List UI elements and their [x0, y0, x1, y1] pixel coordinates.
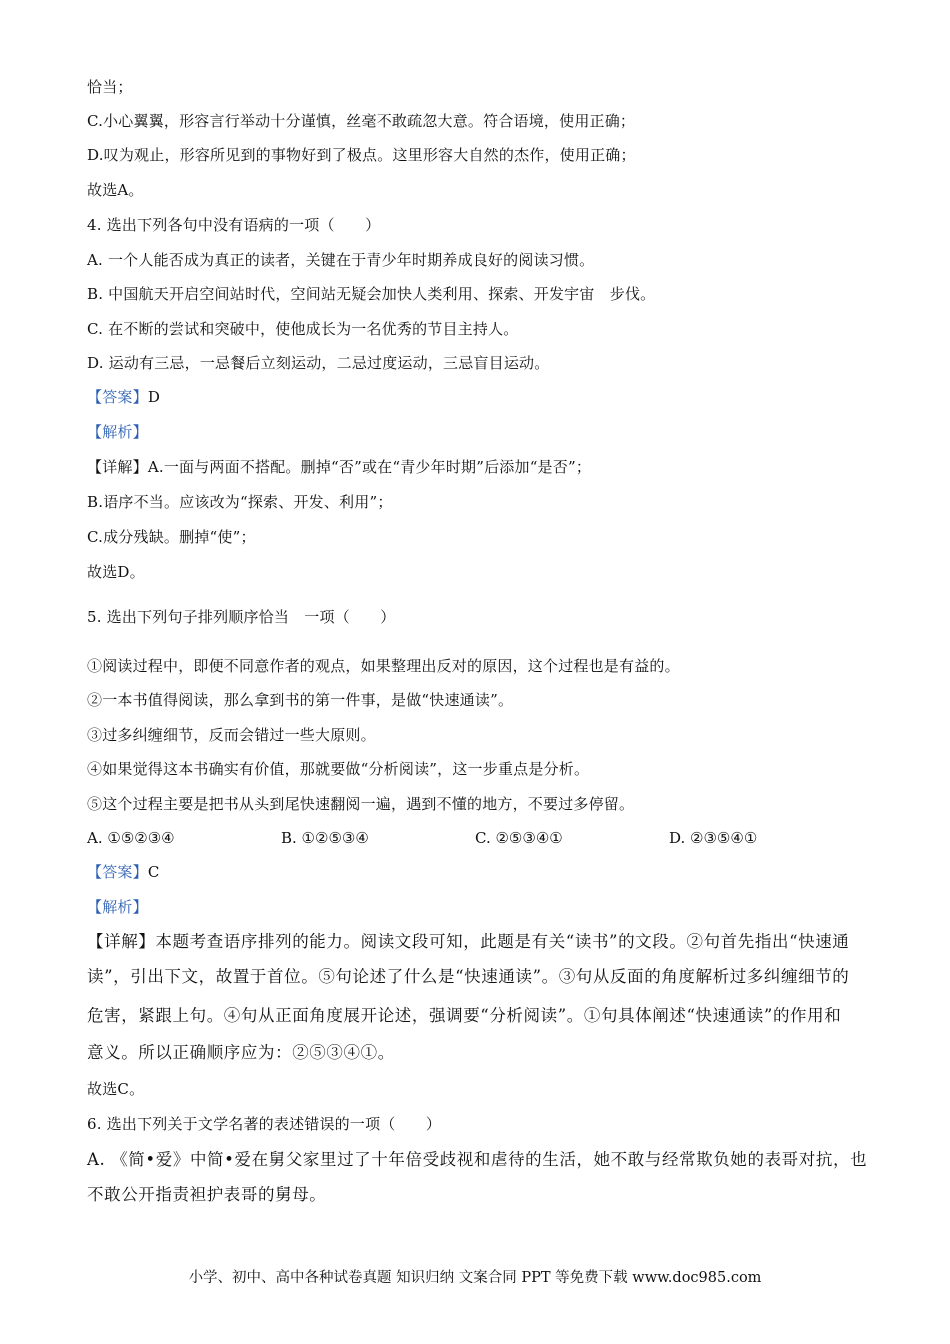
question-4-option-d: D. 运动有三忌，一忌餐后立刻运动，二忌过度运动，三忌盲目运动。: [87, 354, 550, 372]
analysis-tag: 【解析】: [87, 898, 148, 916]
question-4-analysis-tag: [87, 422, 148, 442]
text-line: 故选D。: [87, 563, 145, 581]
analysis-tag: 【解析】: [87, 423, 148, 441]
question-5-conclusion: 故选C。: [87, 1080, 145, 1098]
question-6-option-a: A. 《简•爱》中简•爱在舅父家里过了十年倍受歧视和虐待的生活，她不敢与经常欺负她的表哥对抗，也: [87, 1150, 868, 1169]
text-line: 读”，引出下文，故置于首位。⑤句论述了什么是“快速通读”。③句从反面的角度解析过多纠缠细节的: [87, 967, 850, 986]
text-line: C.小心翼翼，形容言行举动十分谨慎，丝毫不敢疏忽大意。符合语境，使用正确；: [87, 112, 636, 130]
sentence-item: ③过多纠缠细节，反而会错过一些大原则。: [87, 726, 376, 744]
question-6-stem: 6. 选出下列关于文学名著的表述错误的一项（ ）: [87, 1115, 442, 1133]
answer-value: C: [147, 863, 160, 881]
detail-text: 本题考查语序排列的能力。阅读文段可知，此题是有关“读书”的文段。②句首先指出“快速通: [155, 932, 850, 951]
question-5-option-d: D. ②③⑤④①: [669, 829, 758, 847]
sentence-item: ①阅读过程中，即便不同意作者的观点，如果整理出反对的原因，这个过程也是有益的。: [87, 657, 680, 675]
text-line: 恰当；: [87, 78, 133, 96]
answer-value: D: [147, 388, 161, 406]
text-line: D.叹为观止，形容所见到的事物好到了极点。这里形容大自然的杰作，使用正确；: [87, 146, 636, 164]
sentence-item: ④如果觉得这本书确实有价值，那就要做“分析阅读”，这一步重点是分析。: [87, 760, 590, 778]
question-5-answer: [87, 862, 160, 882]
question-5-stem: 5. 选出下列句子排列顺序恰当 一项（ ）: [87, 608, 396, 626]
question-4-detail: [87, 457, 591, 477]
question-5-detail: [87, 932, 849, 952]
detail-tag: 【详解】: [87, 458, 148, 476]
page-footer: 小学、初中、高中各种试卷真题 知识归纳 文案合同 PPT 等免费下载 www.doc985.com: [188, 1270, 762, 1286]
text-line: 不敢公开指责袒护表哥的舅母。: [87, 1185, 327, 1204]
question-5-option-b: B. ①②⑤③④: [281, 829, 369, 847]
question-5-option-c: C. ②⑤③④①: [475, 829, 563, 847]
question-5-option-a: A. ①⑤②③④: [87, 829, 175, 847]
text-line: 故选A。: [87, 181, 144, 199]
question-4-answer: [87, 387, 160, 407]
text-line: 意义。所以正确顺序应为：②⑤③④①。: [87, 1043, 395, 1062]
detail-text: A.一面与两面不搭配。删掉“否”或在“青少年时期”后添加“是否”；: [147, 458, 592, 476]
detail-tag: 【详解】: [87, 932, 156, 951]
sentence-item: ⑤这个过程主要是把书从头到尾快速翻阅一遍，遇到不懂的地方，不要过多停留。: [87, 795, 635, 813]
question-5-analysis-tag: [87, 897, 148, 917]
text-line: B.语序不当。应该改为“探索、开发、利用”；: [87, 493, 393, 511]
question-4-option-b: B. 中国航天开启空间站时代，空间站无疑会加快人类利用、探索、开发宇宙 步伐。: [87, 285, 656, 303]
text-line: 危害，紧跟上句。④句从正面角度展开论述，强调要“分析阅读”。①句具体阐述“快速通读”的作用和: [87, 1006, 842, 1025]
question-4-option-a: A. 一个人能否成为真正的读者，关键在于青少年时期养成良好的阅读习惯。: [87, 251, 595, 269]
sentence-item: ②一本书值得阅读，那么拿到书的第一件事，是做“快速通读”。: [87, 691, 514, 709]
question-4-stem: 4. 选出下列各句中没有语病的一项（ ）: [87, 216, 381, 234]
text-line: C.成分残缺。删掉“使”；: [87, 528, 256, 546]
answer-tag: 【答案】: [87, 863, 148, 881]
answer-tag: 【答案】: [87, 388, 148, 406]
question-4-option-c: C. 在不断的尝试和突破中，使他成长为一名优秀的节目主持人。: [87, 320, 519, 338]
